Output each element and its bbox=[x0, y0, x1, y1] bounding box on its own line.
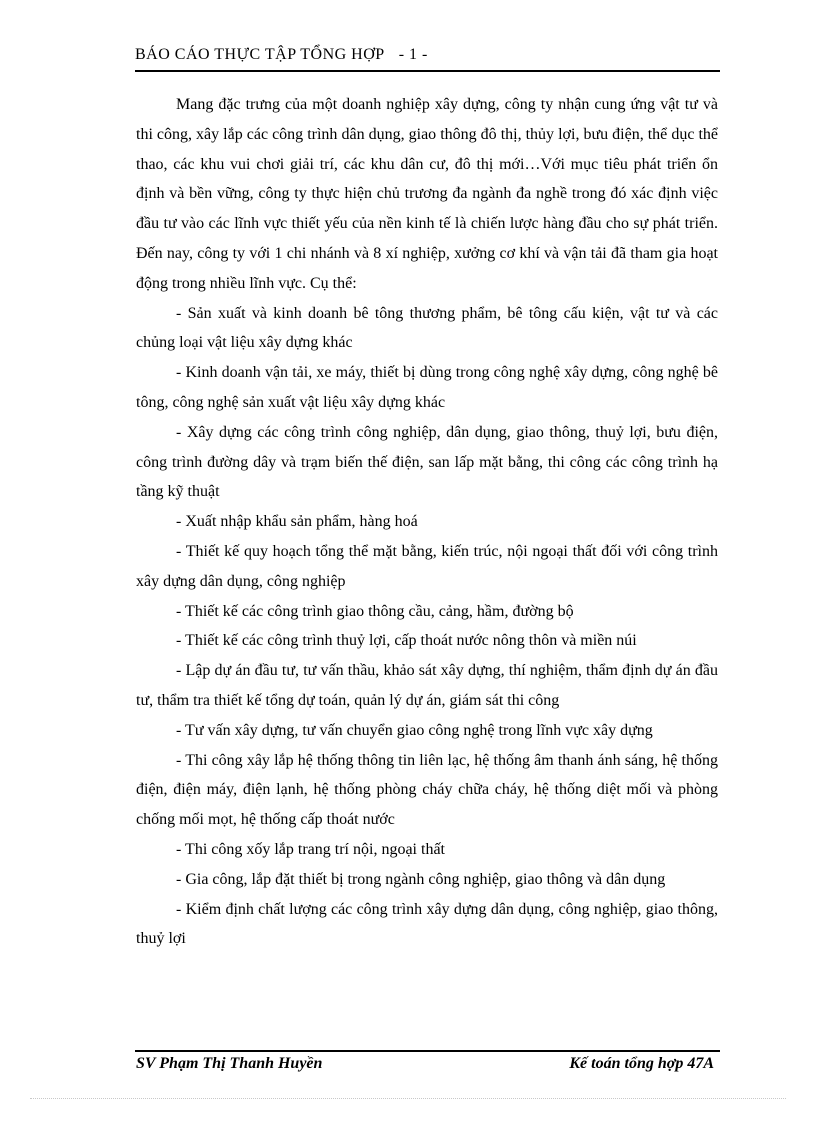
list-item: - Xây dựng các công trình công nghiệp, dân dụng, giao thông, thuỷ lợi, bưu điện, công trình đường dây và trạm biến thế điện, san lấp mặt bằng, thi công các công trình hạ tầng kỹ thuật bbox=[136, 423, 718, 501]
list-item: - Xuất nhập khẩu sản phẩm, hàng hoá bbox=[176, 513, 418, 531]
footer-divider bbox=[135, 1050, 720, 1052]
list-item: - Kinh doanh vận tải, xe máy, thiết bị dùng trong công nghệ xây dựng, công nghệ bê tông, công nghệ sản xuất vật liệu xây dựng khác bbox=[136, 364, 718, 411]
report-title: BÁO CÁO THỰC TẬP TỔNG HỢP bbox=[135, 46, 385, 63]
list-item: - Thi công xốy lắp trang trí nội, ngoại thất bbox=[176, 840, 445, 858]
list-item: - Thiết kế các công trình giao thông cầu, cảng, hầm, đường bộ bbox=[176, 602, 574, 620]
page-number: - 1 - bbox=[398, 46, 428, 63]
list-item: - Lập dự án đầu tư, tư vấn thầu, khảo sát xây dựng, thí nghiệm, thẩm định dự án đầu tư, thẩm tra thiết kế tổng dự toán, quản lý dự án, giám sát thi công bbox=[136, 662, 718, 709]
intro-paragraph: Mang đặc trưng của một doanh nghiệp xây dựng, công ty nhận cung ứng vật tư và thi công, xây lắp các công trình dân dụng, giao thông đô thị, thủy lợi, bưu điện, thể dục thể thao, các khu vui chơi giải trí, các khu dân cư, đô thị mới…Với mục tiêu phát triển ổn định và bền vững, công ty thực hiện chủ trương đa ngành đa nghề trong đó xác định việc đầu tư vào các lĩnh vực thiết yếu của nền kinh tế là chiến lược hàng đầu cho sự phát triển. Đến nay, công ty với 1 chi nhánh và 8 xí nghiệp, xưởng cơ khí và vận tải đã tham gia hoạt động trong nhiều lĩnh vực. Cụ thể: bbox=[136, 96, 718, 292]
student-name: SV Phạm Thị Thanh Huyền bbox=[136, 1055, 323, 1072]
page-header bbox=[135, 46, 720, 72]
list-item: - Kiểm định chất lượng các công trình xây dựng dân dụng, công nghiệp, giao thông, thuỷ lợi bbox=[136, 900, 718, 948]
document-body bbox=[136, 90, 718, 954]
list-item: - Sản xuất và kinh doanh bê tông thương phẩm, bê tông cấu kiện, vật tư và các chủng loại vật liệu xây dựng khác bbox=[136, 304, 718, 352]
course-name: Kế toán tổng hợp 47A bbox=[569, 1055, 714, 1072]
page-footer bbox=[136, 1055, 720, 1077]
list-item: - Thiết kế quy hoạch tổng thể mặt bằng, kiến trúc, nội ngoại thất đối với công trình xây dựng dân dụng, công nghiệp bbox=[136, 542, 718, 590]
page-boundary-divider bbox=[30, 1098, 786, 1099]
list-item: - Thiết kế các công trình thuỷ lợi, cấp thoát nước nông thôn và miền núi bbox=[176, 632, 637, 650]
list-item: - Thi công xây lắp hệ thống thông tin liên lạc, hệ thống âm thanh ánh sáng, hệ thống điện, điện máy, điện lạnh, hệ thống phòng cháy chữa cháy, hệ thống diệt mối và phòng chống mối mọt, hệ thống cấp thoát nước bbox=[136, 751, 718, 829]
list-item: - Gia công, lắp đặt thiết bị trong ngành công nghiệp, giao thông và dân dụng bbox=[176, 870, 666, 888]
list-item: - Tư vấn xây dựng, tư vấn chuyển giao công nghệ trong lĩnh vực xây dựng bbox=[176, 721, 653, 739]
